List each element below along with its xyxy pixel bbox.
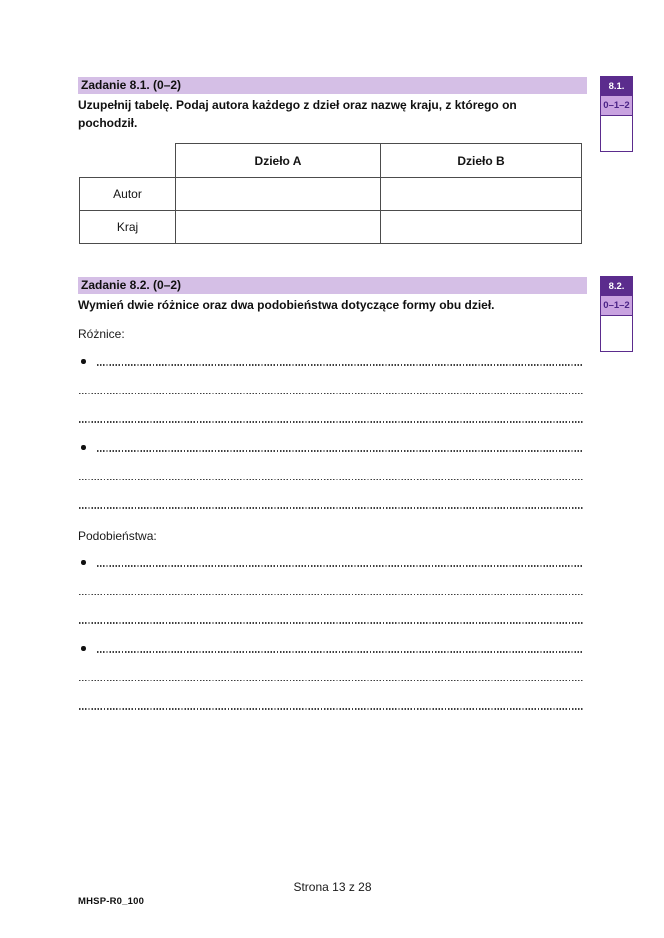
task-8-1-instruction-line-1: Uzupełnij tabelę. Podaj autora każdego z dzieł oraz nazwę kraju, z którego on (78, 98, 517, 112)
dotted-answer-line (79, 507, 583, 509)
answer-line (78, 595, 583, 624)
answers-label-podobienstwa: Podobieństwa: (78, 529, 157, 543)
score-box-empty-cell (601, 316, 632, 351)
bullet-marker (81, 646, 86, 651)
score-box-scale: 0–1–2 (601, 296, 632, 316)
answer-line (78, 366, 583, 395)
score-box-task-id: 8.1. (601, 77, 632, 96)
answer-line (78, 653, 583, 682)
answer-lines-roznice (78, 337, 583, 509)
task-8-2-header-bar: Zadanie 8.2. (0–2) (78, 277, 587, 294)
answers-label-roznice: Różnice: (78, 327, 125, 341)
task-8-1-header-bar: Zadanie 8.1. (0–2) (78, 77, 587, 94)
answer-line (78, 337, 583, 366)
table-header-dzielo-a: Dzieło A (176, 144, 381, 178)
answer-line (78, 538, 583, 567)
bullet-marker (81, 445, 86, 450)
score-box-scale: 0–1–2 (601, 96, 632, 116)
table-row-header-autor: Autor (80, 178, 176, 211)
table-cell-empty (176, 178, 381, 211)
table-cell-empty (176, 211, 381, 244)
answer-line (78, 480, 583, 509)
answer-line (78, 452, 583, 481)
table-header-dzielo-b: Dzieło B (381, 144, 582, 178)
answer-line (78, 681, 583, 710)
task-8-1-instruction-line-2: pochodził. (78, 116, 138, 130)
dotted-answer-line (79, 708, 583, 710)
answer-line (78, 394, 583, 423)
form-code: MHSP-R0_100 (78, 896, 145, 907)
table-corner-cell (80, 144, 176, 178)
answer-line (78, 423, 583, 452)
page-number: Strona 13 z 28 (293, 880, 372, 894)
bullet-marker (81, 359, 86, 364)
table-cell-empty (381, 211, 582, 244)
bullet-marker (81, 560, 86, 565)
task-8-2-instruction: Wymień dwie różnice oraz dwa podobieństwa dotyczące formy obu dzieł. (78, 298, 495, 312)
table-cell-empty (381, 178, 582, 211)
works-table (79, 143, 582, 244)
score-box-8-1 (600, 76, 633, 152)
score-box-empty-cell (601, 116, 632, 151)
answer-line (78, 624, 583, 653)
task-8-1-instruction (78, 96, 587, 132)
score-box-8-2 (600, 276, 633, 352)
answer-lines-podobienstwa (78, 538, 583, 710)
table-row-header-kraj: Kraj (80, 211, 176, 244)
score-box-task-id: 8.2. (601, 277, 632, 296)
answer-line (78, 567, 583, 596)
